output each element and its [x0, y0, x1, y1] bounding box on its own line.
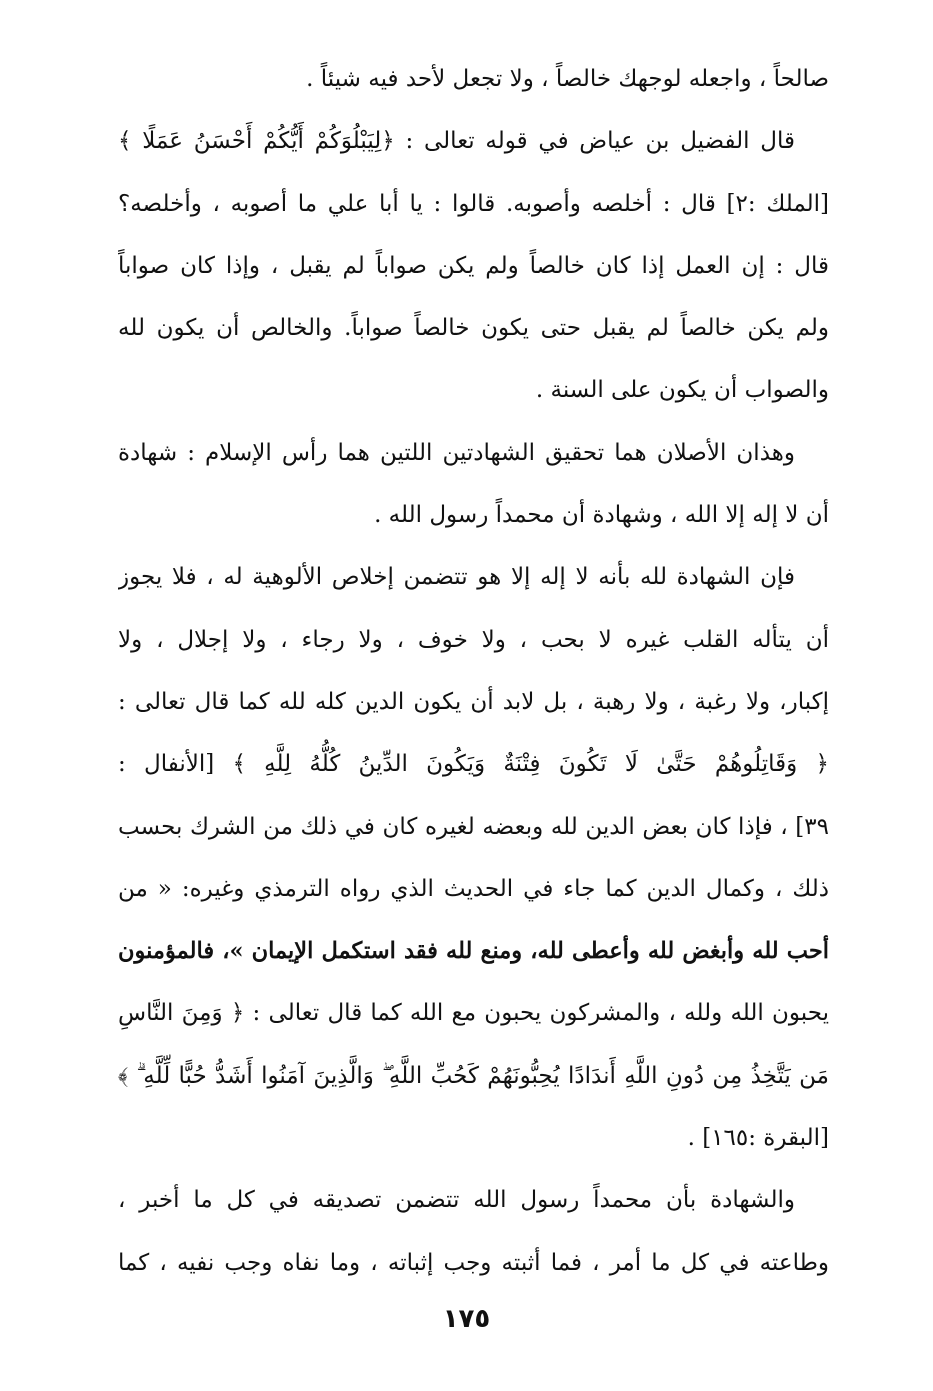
body-text	[118, 48, 829, 1294]
text-line: يحبون الله ولله ، والمشركون يحبون مع الله كما قال تعالى : ﴿ وَمِنَ النَّاسِ	[118, 1000, 829, 1027]
text-line: [البقرة :١٦٥] .	[687, 1125, 829, 1152]
text-line: فإن الشهادة لله بأنه لا إله إلا هو تتضمن إخلاص الألوهية له ، فلا يجوز	[118, 564, 795, 591]
text-line: ذلك ، وكمال الدين كما جاء في الحديث الذي رواه الترمذي وغيره: « من	[118, 875, 829, 902]
text-line: أن يتأله القلب غيره لا بحب ، ولا خوف ، ولا رجاء ، ولا إجلال ، ولا	[118, 626, 829, 653]
hadith-line: أحب لله وأبغض لله وأعطى لله، ومنع لله فقد استكمل الإيمان »، فالمؤمنون	[118, 938, 829, 965]
quran-verse-line: مَن يَتَّخِذُ مِن دُونِ اللَّهِ أَندَادًا يُحِبُّونَهُمْ كَحُبِّ اللَّهِ ۖ وَالَّذِينَ آمَنُوا أَشَدُّ حُبًّا لِّلَّهِ ۗ ﴾	[118, 1062, 829, 1089]
quran-verse-line: ﴿ وَقَاتِلُوهُمْ حَتَّىٰ لَا تَكُونَ فِتْنَةٌ وَيَكُونَ الدِّينُ كُلُّهُ لِلَّهِ ﴾ [الأنفال :	[118, 751, 829, 778]
text-line: ولم يكن خالصاً لم يقبل حتى يكون خالصاً صواباً. والخالص أن يكون لله	[118, 315, 829, 342]
text-line: قال : إن العمل إذا كان خالصاً ولم يكن صواباً لم يقبل ، وإذا كان صواباً	[118, 252, 829, 279]
text-line: [الملك :٢] قال : أخلصه وأصوبه. قالوا : يا أبا علي ما أصوبه ، وأخلصه؟	[118, 190, 829, 217]
text-line: أن لا إله إلا الله ، وشهادة أن محمداً رسول الله .	[374, 502, 829, 529]
text-line: والصواب أن يكون على السنة .	[535, 377, 829, 404]
text-line: قال الفضيل بن عياض في قوله تعالى : ﴿لِيَبْلُوَكُمْ أَيُّكُمْ أَحْسَنُ عَمَلًا ﴾	[118, 128, 795, 155]
text-line: وطاعته في كل ما أمر ، فما أثبته وجب إثباته ، وما نفاه وجب نفيه ، كما	[118, 1249, 829, 1276]
text-line: وهذان الأصلان هما تحقيق الشهادتين اللتين هما رأس الإسلام : شهادة	[118, 439, 795, 466]
text-line: ٣٩] ، فإذا كان بعض الدين لله وبعضه لغيره كان في ذلك من الشرك بحسب	[118, 813, 829, 840]
page-number: ١٧٥	[442, 1304, 491, 1334]
text-line: إكبار، ولا رغبة ، ولا رهبة ، بل لابد أن يكون الدين كله لله كما قال تعالى :	[118, 688, 829, 715]
text-line: صالحاً ، واجعله لوجهك خالصاً ، ولا تجعل لأحد فيه شيئاً .	[306, 66, 829, 92]
text-line: والشهادة بأن محمداً رسول الله تتضمن تصديقه في كل ما أخبر ،	[118, 1187, 795, 1214]
